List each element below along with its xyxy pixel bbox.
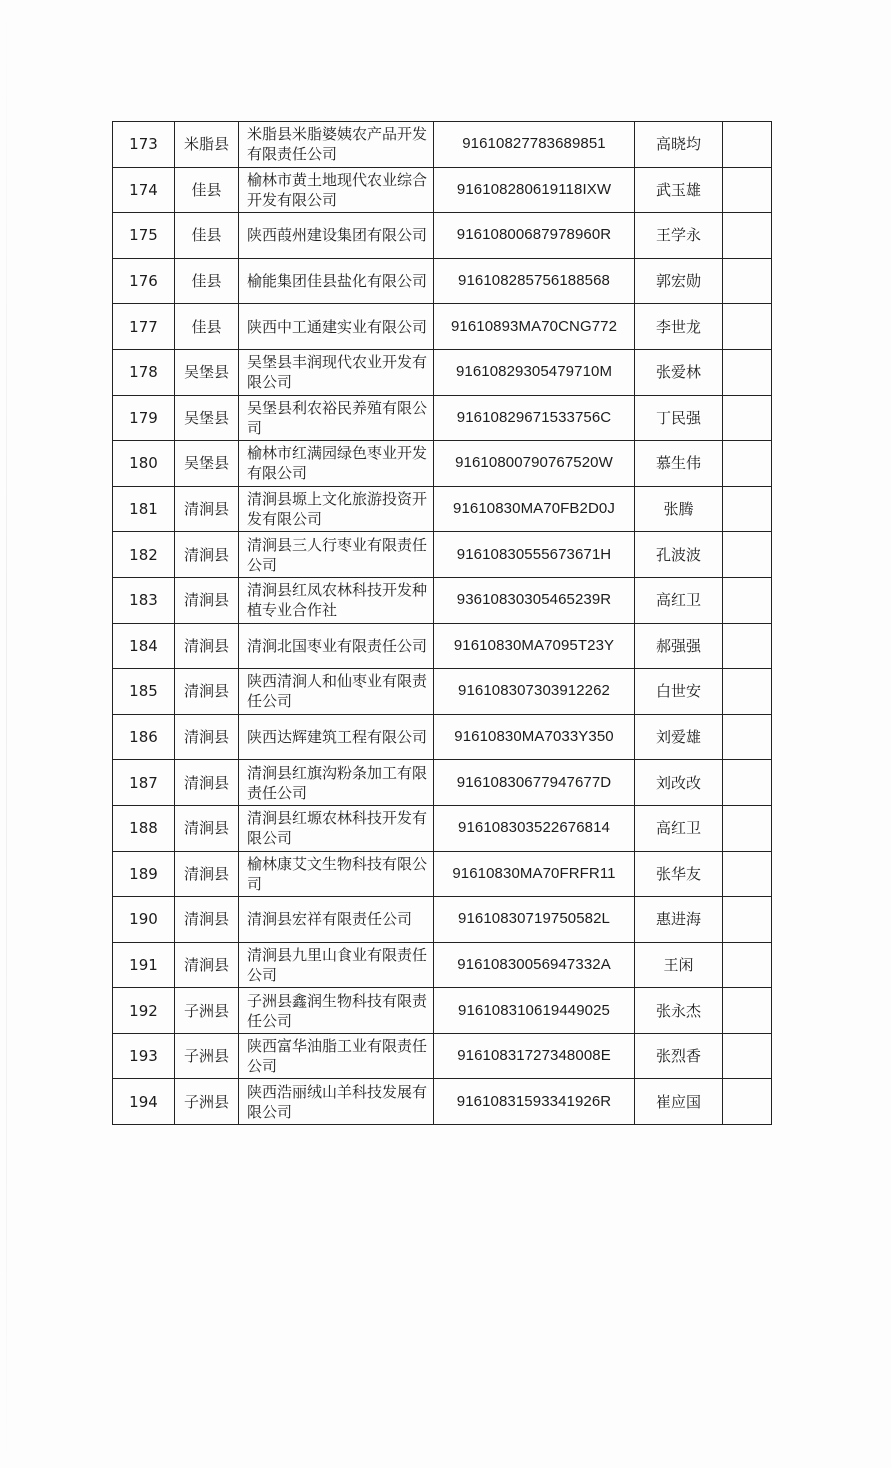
remark-cell (723, 1033, 772, 1079)
table-row (113, 669, 772, 715)
table-row (113, 349, 772, 395)
remark-cell (723, 942, 772, 988)
row-number: 184 (113, 623, 175, 669)
county-cell: 清涧县 (175, 760, 239, 806)
credit-code-cell: 91610830555673671H (434, 532, 635, 578)
county-cell: 清涧县 (175, 669, 239, 715)
company-name-cell: 清涧县塬上文化旅游投资开发有限公司 (239, 486, 434, 532)
table-row (113, 577, 772, 623)
table-row (113, 851, 772, 897)
table-row (113, 760, 772, 806)
remark-cell (723, 304, 772, 350)
row-number: 181 (113, 486, 175, 532)
legal-person-cell: 孔波波 (635, 532, 723, 578)
legal-person-cell: 高红卫 (635, 577, 723, 623)
company-name-cell: 榆林康艾文生物科技有限公司 (239, 851, 434, 897)
legal-person-cell: 王学永 (635, 213, 723, 259)
table-row (113, 623, 772, 669)
company-name-cell: 吴堡县利农裕民养殖有限公司 (239, 395, 434, 441)
credit-code-cell: 91610829305479710M (434, 349, 635, 395)
remark-cell (723, 122, 772, 168)
remark-cell (723, 714, 772, 760)
remark-cell (723, 486, 772, 532)
enterprise-table (112, 121, 772, 1125)
credit-code-cell: 91610830MA70FRFR11 (434, 851, 635, 897)
legal-person-cell: 张爱林 (635, 349, 723, 395)
table-row (113, 441, 772, 487)
row-number: 186 (113, 714, 175, 760)
legal-person-cell: 李世龙 (635, 304, 723, 350)
company-name-cell: 清涧县红凤农林科技开发种植专业合作社 (239, 577, 434, 623)
company-name-cell: 清涧县宏祥有限责任公司 (239, 897, 434, 943)
company-name-cell: 清涧县红塬农林科技开发有限公司 (239, 805, 434, 851)
table-row (113, 988, 772, 1034)
county-cell: 佳县 (175, 258, 239, 304)
legal-person-cell: 郝强强 (635, 623, 723, 669)
remark-cell (723, 349, 772, 395)
county-cell: 佳县 (175, 304, 239, 350)
credit-code-cell: 916108303522676814 (434, 805, 635, 851)
company-name-cell: 陕西浩丽绒山羊科技发展有限公司 (239, 1079, 434, 1125)
row-number: 179 (113, 395, 175, 441)
credit-code-cell: 91610829671533756C (434, 395, 635, 441)
credit-code-cell: 91610830677947677D (434, 760, 635, 806)
remark-cell (723, 897, 772, 943)
county-cell: 子洲县 (175, 988, 239, 1034)
credit-code-cell: 91610827783689851 (434, 122, 635, 168)
remark-cell (723, 988, 772, 1034)
row-number: 187 (113, 760, 175, 806)
row-number: 173 (113, 122, 175, 168)
credit-code-cell: 91610830056947332A (434, 942, 635, 988)
legal-person-cell: 王闲 (635, 942, 723, 988)
table-row (113, 897, 772, 943)
table-row (113, 304, 772, 350)
county-cell: 米脂县 (175, 122, 239, 168)
county-cell: 清涧县 (175, 897, 239, 943)
table-row (113, 532, 772, 578)
credit-code-cell: 91610893MA70CNG772 (434, 304, 635, 350)
county-cell: 清涧县 (175, 851, 239, 897)
credit-code-cell: 916108307303912262 (434, 669, 635, 715)
remark-cell (723, 805, 772, 851)
legal-person-cell: 高晓均 (635, 122, 723, 168)
row-number: 190 (113, 897, 175, 943)
legal-person-cell: 慕生伟 (635, 441, 723, 487)
county-cell: 清涧县 (175, 486, 239, 532)
table-row (113, 395, 772, 441)
company-name-cell: 陕西清涧人和仙枣业有限责任公司 (239, 669, 434, 715)
row-number: 180 (113, 441, 175, 487)
row-number: 188 (113, 805, 175, 851)
row-number: 182 (113, 532, 175, 578)
county-cell: 吴堡县 (175, 395, 239, 441)
legal-person-cell: 郭宏勋 (635, 258, 723, 304)
row-number: 193 (113, 1033, 175, 1079)
remark-cell (723, 167, 772, 213)
county-cell: 清涧县 (175, 714, 239, 760)
legal-person-cell: 惠进海 (635, 897, 723, 943)
legal-person-cell: 张永杰 (635, 988, 723, 1034)
table-row (113, 258, 772, 304)
row-number: 185 (113, 669, 175, 715)
scan-edge-shadow (6, 0, 7, 1468)
county-cell: 子洲县 (175, 1033, 239, 1079)
county-cell: 清涧县 (175, 623, 239, 669)
remark-cell (723, 532, 772, 578)
table-row (113, 122, 772, 168)
table-row (113, 714, 772, 760)
credit-code-cell: 916108285756188568 (434, 258, 635, 304)
remark-cell (723, 577, 772, 623)
remark-cell (723, 851, 772, 897)
table-row (113, 942, 772, 988)
row-number: 176 (113, 258, 175, 304)
table-row (113, 167, 772, 213)
company-name-cell: 陕西达辉建筑工程有限公司 (239, 714, 434, 760)
remark-cell (723, 760, 772, 806)
credit-code-cell: 916108310619449025 (434, 988, 635, 1034)
remark-cell (723, 669, 772, 715)
enterprise-list-sheet (112, 121, 771, 1125)
legal-person-cell: 崔应国 (635, 1079, 723, 1125)
company-name-cell: 子洲县鑫润生物科技有限责任公司 (239, 988, 434, 1034)
legal-person-cell: 刘改改 (635, 760, 723, 806)
remark-cell (723, 441, 772, 487)
row-number: 192 (113, 988, 175, 1034)
table-row (113, 1033, 772, 1079)
company-name-cell: 清涧北国枣业有限责任公司 (239, 623, 434, 669)
legal-person-cell: 张腾 (635, 486, 723, 532)
row-number: 194 (113, 1079, 175, 1125)
legal-person-cell: 张烈香 (635, 1033, 723, 1079)
county-cell: 清涧县 (175, 805, 239, 851)
company-name-cell: 陕西葭州建设集团有限公司 (239, 213, 434, 259)
credit-code-cell: 91610831593341926R (434, 1079, 635, 1125)
legal-person-cell: 丁民强 (635, 395, 723, 441)
credit-code-cell: 91610800790767520W (434, 441, 635, 487)
credit-code-cell: 916108280619118IXW (434, 167, 635, 213)
remark-cell (723, 213, 772, 259)
county-cell: 佳县 (175, 213, 239, 259)
table-row (113, 805, 772, 851)
row-number: 189 (113, 851, 175, 897)
legal-person-cell: 白世安 (635, 669, 723, 715)
remark-cell (723, 623, 772, 669)
county-cell: 子洲县 (175, 1079, 239, 1125)
row-number: 191 (113, 942, 175, 988)
county-cell: 清涧县 (175, 942, 239, 988)
table-row (113, 213, 772, 259)
company-name-cell: 榆林市黄土地现代农业综合开发有限公司 (239, 167, 434, 213)
company-name-cell: 榆林市红满园绿色枣业开发有限公司 (239, 441, 434, 487)
company-name-cell: 清涧县三人行枣业有限责任公司 (239, 532, 434, 578)
company-name-cell: 榆能集团佳县盐化有限公司 (239, 258, 434, 304)
credit-code-cell: 91610830MA7095T23Y (434, 623, 635, 669)
row-number: 183 (113, 577, 175, 623)
table-row (113, 1079, 772, 1125)
legal-person-cell: 刘爱雄 (635, 714, 723, 760)
legal-person-cell: 武玉雄 (635, 167, 723, 213)
county-cell: 清涧县 (175, 532, 239, 578)
remark-cell (723, 258, 772, 304)
legal-person-cell: 高红卫 (635, 805, 723, 851)
county-cell: 佳县 (175, 167, 239, 213)
credit-code-cell: 91610800687978960R (434, 213, 635, 259)
county-cell: 清涧县 (175, 577, 239, 623)
company-name-cell: 清涧县九里山食业有限责任公司 (239, 942, 434, 988)
credit-code-cell: 91610830719750582L (434, 897, 635, 943)
remark-cell (723, 395, 772, 441)
company-name-cell: 吴堡县丰润现代农业开发有限公司 (239, 349, 434, 395)
county-cell: 吴堡县 (175, 349, 239, 395)
legal-person-cell: 张华友 (635, 851, 723, 897)
enterprise-table-body (113, 122, 772, 1125)
credit-code-cell: 91610830MA7033Y350 (434, 714, 635, 760)
credit-code-cell: 91610830MA70FB2D0J (434, 486, 635, 532)
table-row (113, 486, 772, 532)
row-number: 174 (113, 167, 175, 213)
credit-code-cell: 93610830305465239R (434, 577, 635, 623)
credit-code-cell: 91610831727348008E (434, 1033, 635, 1079)
remark-cell (723, 1079, 772, 1125)
row-number: 175 (113, 213, 175, 259)
company-name-cell: 米脂县米脂婆姨农产品开发有限责任公司 (239, 122, 434, 168)
company-name-cell: 陕西中工通建实业有限公司 (239, 304, 434, 350)
company-name-cell: 清涧县红旗沟粉条加工有限责任公司 (239, 760, 434, 806)
county-cell: 吴堡县 (175, 441, 239, 487)
row-number: 177 (113, 304, 175, 350)
company-name-cell: 陕西富华油脂工业有限责任公司 (239, 1033, 434, 1079)
row-number: 178 (113, 349, 175, 395)
